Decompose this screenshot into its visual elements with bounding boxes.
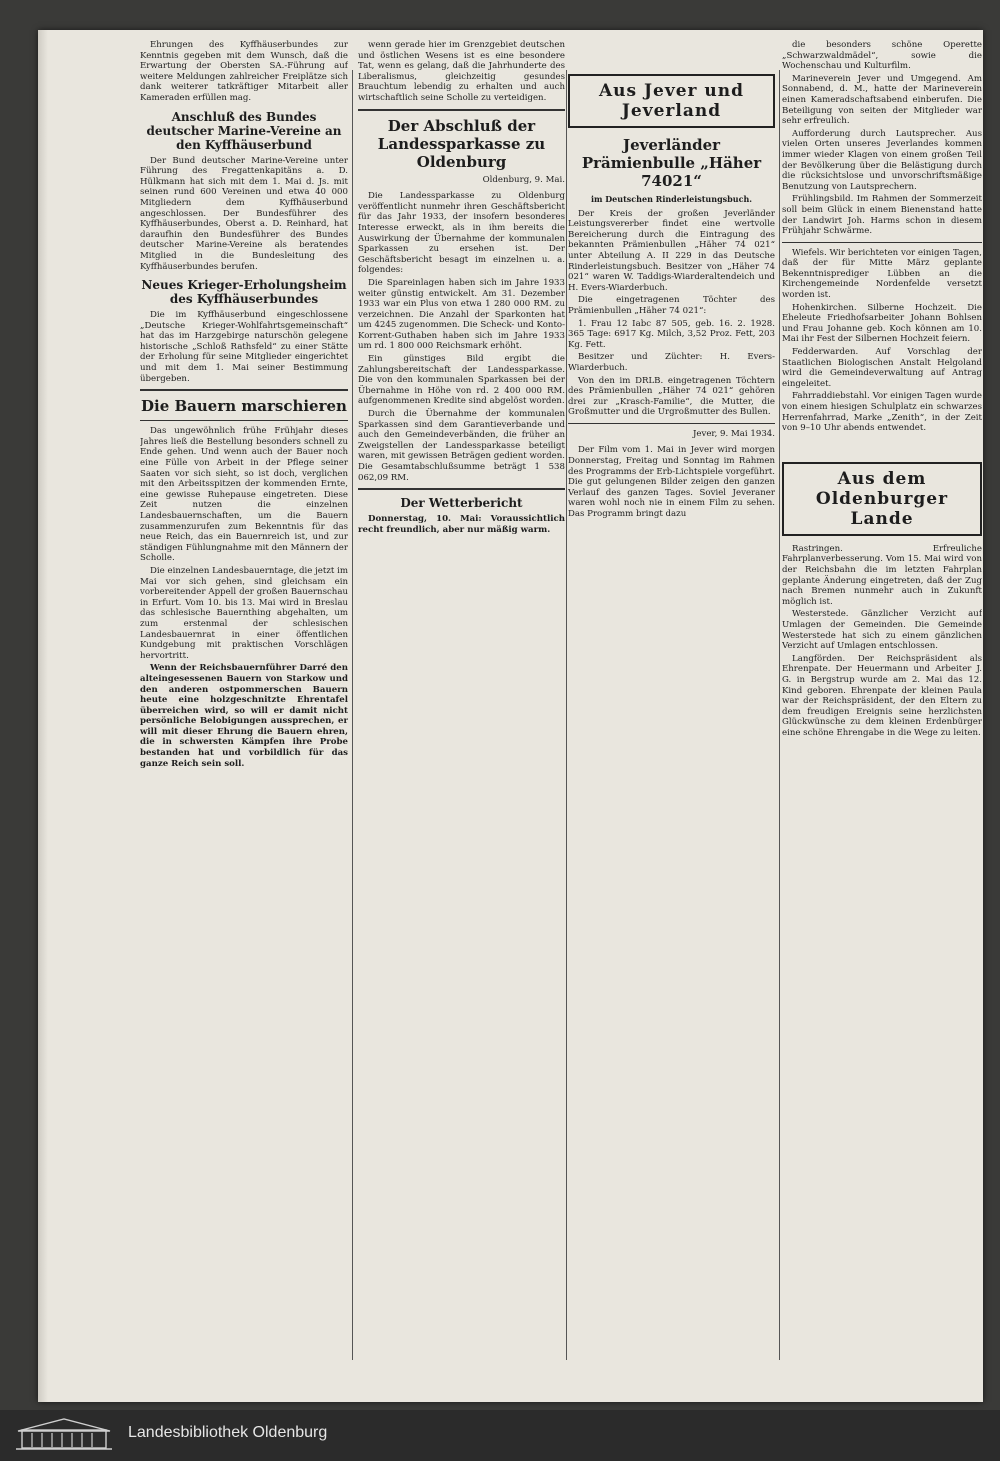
column-2 <box>358 40 565 1350</box>
news-item: Rastringen. Erfreuliche Fahrplanverbesserung. Vom 15. Mai wird von der Reichsbahn die im letzten Fahrplan geplante Änderung eingetreten, daß der Zug nach Bremen nunmehr auch in Zukunft möglich ist. <box>782 543 982 607</box>
divider <box>568 423 775 424</box>
article-text: Von den im DRLB. eingetragenen Töchtern des Prämienbullen „Häher 74 021“ gehören drei zur „Krasch-Familie“, die Mutter, die Großmutter und die Urgroßmutter des Bullen. <box>568 375 775 418</box>
divider <box>358 488 565 490</box>
article-text: Die im Kyffhäuserbund eingeschlossene „Deutsche Krieger-Wohlfahrtsgemeinschaft“ hat das im Harzgebirge naturschön gelegene historische „Schloß Rathsfeld“ zu einer Stätte der Erholung für seine Mitglieder eingerichtet und mit dem 1. Mai seiner Bestimmung übergeben. <box>140 310 348 384</box>
news-item: Marineverein Jever und Umgegend. Am Sonnabend, d. M., hatte der Marineverein einen Kameradschaftsabend einberufen. Die Beteiligung von seiten der Mitglieder war sehr erfreulich. <box>782 73 982 127</box>
viewer-footer <box>0 1410 1000 1461</box>
article-text: Die einzelnen Landesbauerntage, die jetzt im Mai vor sich gehen, sind gleichsam ein vorbereitender Appell der großen Bauernschau in Erfurt. Vom 10. bis 13. Mai wird in Breslau das schlesische Bauernthing abgehalten, um zum erstenmal der schlesischen Landesbauernrat in einer öffentlichen Kundgebung mit praktischen Vorschlägen hervortritt. <box>140 565 348 661</box>
article-text: Donnerstag, 10. Mai: Voraussichtlich recht freundlich, aber nur mäßig warm. <box>358 514 565 535</box>
article-text: Der Kreis der großen Jeverländer Leistungsvererber findet eine wertvolle Bereicherung durch die Eintragung des bekannten Prämienbullen „Häher 74 021“ unter Abteilung A. II 229 in das Deutsche Rinderleistungsbuch. Besitzer von „Häher 74 021“ waren W. Taddigs-Wiarderaltendeich und H. Evers-Wiarderbuch. <box>568 208 775 293</box>
article-heading: Die Bauern marschieren <box>141 397 347 416</box>
article-heading: Der Abschluß der Landessparkasse zu Oldenburg <box>377 116 546 171</box>
divider <box>140 389 348 391</box>
divider <box>358 109 565 111</box>
library-building-icon <box>14 1416 114 1452</box>
page-edge <box>38 30 48 1402</box>
article-text: 1. Frau 12 Iabc 87 505, geb. 16. 2. 1928. 365 Tage: 6917 Kg. Milch, 3,52 Proz. Fett, 203 Kg. Fett. <box>568 318 775 350</box>
dateline: Oldenburg, 9. Mai. <box>482 174 565 185</box>
library-name: Landesbibliothek Oldenburg <box>128 1424 328 1441</box>
article-text: Durch die Übernahme der kommunalen Sparkassen sind dem Garantieverbande und auch den Gemeindeverbänden, die früher an Zweigstellen der Landessparkasse beteiligt waren, mit gewissen Beträgen gedient worden. Die Gesamtabschlußsumme beträgt 1 538 062,09 RM. <box>358 409 565 483</box>
news-item: Aufforderung durch Lautsprecher. Aus vielen Orten unseres Jeverlandes kommen immer wieder Klagen von einem großen Teil der Bevölkerung über die Belästigung durch die rücksichtslose und unvorschriftsmäßige Benutzung von Lautsprechern. <box>782 128 982 192</box>
divider <box>782 242 982 243</box>
section-banner: Aus dem Oldenburger Lande <box>782 462 982 536</box>
dateline: Jever, 9. Mai 1934. <box>692 428 775 439</box>
news-item: Frühlingsbild. Im Rahmen der Sommerzeit soll beim Glück in einem Bienenstand hatte der Landwirt Joh. Harms schon in diesem Frühjahr Schwärme. <box>782 194 982 237</box>
article-text: Die eingetragenen Töchter des Prämienbullen „Häher 74 021“: <box>568 295 775 316</box>
article-text: Ehrungen des Kyffhäuserbundes zur Kenntnis gegeben mit dem Wunsch, daß die Erwartung der Obersten SA.-Führung auf weitere Meldungen zahlreicher Freiplätze sich dank weiterer tatkräftiger Mitarbeit aller Kameraden erfüllen mag. <box>140 40 348 103</box>
column-rule <box>566 70 567 1360</box>
news-item: Hohenkirchen. Silberne Hochzeit. Die Eheleute Friedhofsarbeiter Johann Bohlsen und Frau Johanne geb. Koch können am 10. Mai ihr Fest der Silbernen Hochzeit feiern. <box>782 302 982 345</box>
news-item: Fahrraddiebstahl. Vor einigen Tagen wurde von einem hiesigen Schulplatz ein schwarzes Herrenfahrrad, Marke „Zenith“, in der Zeit von 9–10 Uhr abends entwendet. <box>782 391 982 434</box>
news-item: Fedderwarden. Auf Vorschlag der Staatlichen Biologischen Anstalt Helgoland wird die Gemeindeverwaltung auf Antrag eingeleitet. <box>782 347 982 389</box>
article-text: Die Landessparkasse zu Oldenburg veröffentlicht nunmehr ihren Geschäftsbericht für das Jahr 1933, der insofern besonderes Interesse erweckt, als in ihm bereits die Auswirkung der Übernahme der kommunalen Sparkassen zu ersehen ist. Der Geschäftsbericht besagt im einzelnen u. a. folgendes: <box>358 191 565 276</box>
section-banner: Aus Jever und Jeverland <box>568 74 775 128</box>
article-text: Der Film vom 1. Mai in Jever wird morgen Donnerstag, Freitag und Sonntag im Rahmen des Programms der Erb-Lichtspiele vorgeführt. Die gut gelungenen Bilder zeigen den ganzen Verlauf des ganzen Tages. Soviel Jeveraner waren wohl noch nie in einem Film zu sehen. Das Programm bringt dazu <box>568 445 775 520</box>
article-text: Der Bund deutscher Marine-Vereine unter Führung des Fregattenkapitäns a. D. Hülkmann hat sich mit dem 1. Mai d. Js. mit seinen rund 600 Vereinen und etwa 40 000 Mitgliedern dem Kyffhäuserbund angeschlossen. Der Bundesführer des Kyffhäuserbundes, Oberst a. D. Reinhard, hat daraufhin den Bundesführer des Bundes deutscher Marine-Vereine als beratendes Mitglied in die Bundesleitung des Kyffhäuserbundes berufen. <box>140 155 348 272</box>
news-item: Langförden. Der Reichspräsident als Ehrenpate. Der Heuermann und Arbeiter J. G. in Bergstrup wurde am 2. Mai das 12. Kind geboren. Ehrenpate der kleinen Paula war der Reichspräsident, der den Eltern zu dem freudigen Ereignis seine herzlichsten Glückwünsche zu dem kleinen Erdenbürger eine schöne Ehrengabe in die Wege zu leiten. <box>782 653 982 738</box>
column-rule <box>352 70 353 1360</box>
divider <box>140 420 348 421</box>
article-heading: Jeverländer Prämienbulle „Häher 74021“ <box>581 136 762 190</box>
article-heading: Der Wetterbericht <box>400 496 523 511</box>
column-4 <box>782 40 982 1350</box>
article-text: Ein günstiges Bild ergibt die Zahlungsbereitschaft der Landessparkasse. Die von den kommunalen Sparkassen bei der Übernahme in Höhe von rd. 2 400 000 RM. aufgenommenen Kredite sind abgelöst worden. <box>358 354 565 407</box>
article-text: Wenn der Reichsbauernführer Darré den alteingesessenen Bauern von Starkow und den anderen ostpommerschen Bauern heute eine holzgeschnitzte Ehrentafel überreichen wird, so will er damit nicht persönliche Belobigungen aussprechen, er will mit dieser Ehrung die Bauern ehren, die in schwersten Kämpfen ihre Probe bestanden hat und vorbildlich für das ganze Reich sein soll. <box>140 663 348 769</box>
article-text: Das ungewöhnlich frühe Frühjahr dieses Jahres ließ die Bestellung besonders schnell zu Ende gehen. Und wenn auch der Bauer noch eine Fülle von Arbeit in der Pflege seiner Saaten vor sich sieht, so ist doch, verglichen mit den Arbeitsspitzen der kommenden Ernte, eine gewisse Ruhepause eingetreten. Diese Zeit nutzen die einzelnen Landesbauernschaften, um die Bauern zusammenzurufen zum Bekenntnis für das neue Reich, das ein Bauernreich ist, und zur ständigen Fühlungnahme mit den Männern der Scholle. <box>140 426 348 564</box>
news-item: Westerstede. Gänzlicher Verzicht auf Umlagen der Gemeinden. Die Gemeinde Westerstede hat sich zu einem gänzlichen Verzicht auf Umlagen entschlossen. <box>782 609 982 652</box>
article-text: Die Spareinlagen haben sich im Jahre 1933 weiter günstig entwickelt. Am 31. Dezember 1933 war ein Plus von etwa 1 280 000 RM. zu verzeichnen. Die Anzahl der Sparkonten hat um 4245 zugenommen. Die Scheck- und Konto-Korrent-Guthaben haben sich im Jahre 1933 um rd. 1 800 000 Reichsmark erhöht. <box>358 277 565 352</box>
article-subheading: im Deutschen Rinderleistungsbuch. <box>590 194 753 204</box>
article-text: Besitzer und Züchter: H. Evers-Wiarderbuch. <box>568 352 775 373</box>
column-rule <box>779 70 780 1360</box>
article-text: die besonders schöne Operette „Schwarzwaldmädel“, sowie die Wochenschau und Kulturfilm. <box>782 40 982 72</box>
column-3 <box>568 40 775 1350</box>
article-heading: Anschluß des Bundes deutscher Marine-Vereine an den Kyffhäuserbund <box>146 109 342 152</box>
news-item: Wiefels. Wir berichteten vor einigen Tagen, daß der für Mitte März geplante Bekenntnisprediger Lübben an die Kirchengemeinde Nordenfelde versetzt worden ist. <box>782 247 982 301</box>
column-1 <box>140 40 348 1350</box>
article-text: wenn gerade hier im Grenzgebiet deutschen und östlichen Wesens ist es eine besondere Tat, wenn es gelang, daß die Jahrhunderte des Liberalismus, gleichzeitig gesundes Brauchtum lebendig zu erhalten und auch wirtschaftlich seine Scholle zu verteidigen. <box>358 40 565 103</box>
article-heading: Neues Krieger-Erholungsheim des Kyffhäuserbundes <box>141 278 347 307</box>
